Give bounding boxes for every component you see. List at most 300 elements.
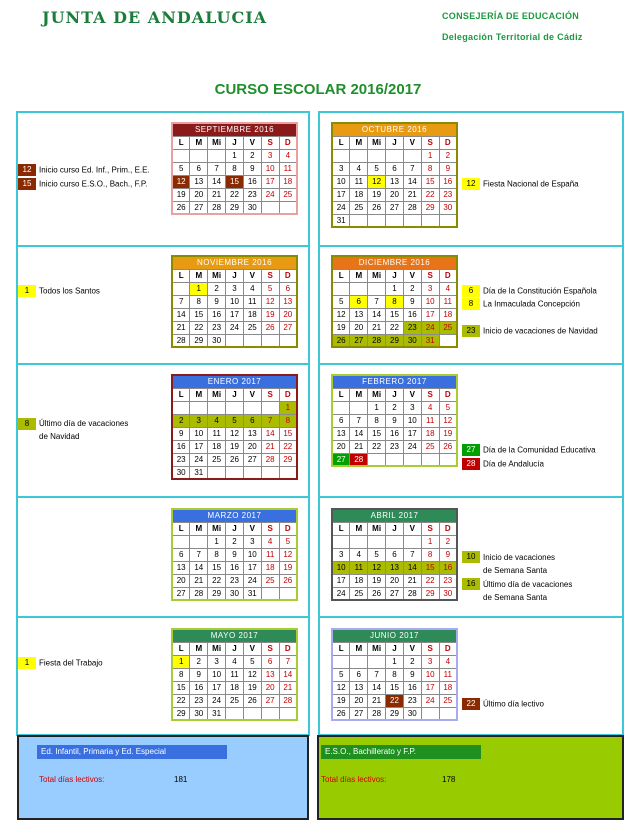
weekday-header: L (172, 642, 190, 655)
day-cell: 5 (368, 548, 386, 561)
day-cell: 26 (332, 707, 350, 720)
day-cell: 11 (208, 427, 226, 440)
day-cell: 21 (403, 574, 421, 587)
day-cell: 15 (421, 175, 439, 188)
empty-cell (332, 655, 350, 668)
day-cell: 27 (261, 694, 279, 707)
day-cell: 26 (279, 574, 297, 587)
day-cell: 10 (243, 548, 261, 561)
empty-cell (386, 535, 404, 548)
day-cell: 3 (403, 401, 421, 414)
legend-dic-a (462, 285, 597, 297)
empty-cell (243, 334, 261, 347)
day-cell: 1 (172, 655, 190, 668)
footer-secondary-label: E.S.O., Bachillerato y F.P. (321, 745, 481, 759)
weekday-header: D (279, 522, 297, 535)
weekday-header: J (226, 522, 244, 535)
day-cell: 30 (208, 334, 226, 347)
empty-cell (172, 282, 190, 295)
day-cell: 8 (421, 548, 439, 561)
day-cell: 19 (332, 321, 350, 334)
calendar-abr (331, 508, 458, 601)
legend-swatch: 23 (462, 325, 480, 337)
day-cell: 24 (190, 453, 208, 466)
day-cell: 10 (208, 668, 226, 681)
day-cell: 28 (208, 201, 226, 214)
day-cell: 8 (279, 414, 297, 427)
day-cell: 5 (332, 295, 350, 308)
day-cell: 2 (386, 401, 404, 414)
empty-cell (208, 466, 226, 479)
day-cell: 19 (261, 308, 279, 321)
day-cell: 21 (350, 440, 368, 453)
calendar-feb (331, 374, 458, 467)
day-cell: 3 (226, 282, 244, 295)
empty-cell (350, 214, 368, 227)
day-cell: 6 (172, 548, 190, 561)
empty-cell (243, 707, 261, 720)
empty-cell (208, 401, 226, 414)
empty-cell (439, 334, 457, 347)
weekday-header: S (421, 136, 439, 149)
empty-cell (279, 587, 297, 600)
day-cell: 2 (190, 655, 208, 668)
day-cell: 27 (350, 707, 368, 720)
weekday-header: V (403, 642, 421, 655)
empty-cell (368, 453, 386, 466)
weekday-header: M (190, 522, 208, 535)
day-cell: 21 (208, 188, 226, 201)
day-cell: 19 (368, 188, 386, 201)
legend-text: Inicio curso Ed. Inf., Prim., E.E. (39, 165, 150, 175)
day-cell: 18 (243, 308, 261, 321)
empty-cell (261, 587, 279, 600)
day-cell: 6 (261, 655, 279, 668)
weekday-header: Mi (368, 388, 386, 401)
day-cell: 14 (208, 175, 226, 188)
empty-cell (368, 282, 386, 295)
empty-cell (279, 707, 297, 720)
day-cell: 18 (350, 574, 368, 587)
empty-cell (243, 401, 261, 414)
empty-cell (332, 401, 350, 414)
day-cell: 15 (226, 175, 244, 188)
day-cell: 13 (172, 561, 190, 574)
day-cell: 16 (439, 175, 457, 188)
day-cell: 19 (226, 440, 244, 453)
day-cell: 16 (172, 440, 190, 453)
day-cell: 8 (208, 548, 226, 561)
day-cell: 3 (421, 282, 439, 295)
day-cell: 9 (403, 668, 421, 681)
day-cell: 4 (421, 401, 439, 414)
legend-swatch: 28 (462, 458, 480, 470)
day-cell: 14 (172, 308, 190, 321)
weekday-header: J (226, 136, 244, 149)
day-cell: 18 (208, 440, 226, 453)
day-cell: 6 (386, 162, 404, 175)
day-cell: 24 (332, 587, 350, 600)
day-cell: 9 (190, 668, 208, 681)
day-cell: 19 (368, 574, 386, 587)
day-cell: 16 (403, 681, 421, 694)
weekday-header: J (386, 642, 404, 655)
day-cell: 12 (368, 561, 386, 574)
day-cell: 1 (190, 282, 208, 295)
footer-secondary-total-label: Total días lectivos: (321, 775, 387, 784)
day-cell: 12 (332, 308, 350, 321)
day-cell: 25 (350, 587, 368, 600)
day-cell: 17 (332, 188, 350, 201)
weekday-header: S (261, 269, 279, 282)
calendar-may (171, 628, 298, 721)
empty-cell (350, 401, 368, 414)
weekday-header: V (243, 136, 261, 149)
empty-cell (243, 466, 261, 479)
day-cell: 7 (279, 655, 297, 668)
weekday-header: Mi (368, 136, 386, 149)
day-cell: 30 (439, 201, 457, 214)
day-cell: 7 (190, 548, 208, 561)
legend-text: La Inmaculada Concepción (483, 299, 580, 309)
month-title: DICIEMBRE 2016 (332, 256, 457, 269)
weekday-header: M (350, 388, 368, 401)
empty-cell (172, 401, 190, 414)
page-title: CURSO ESCOLAR 2016/2017 (214, 81, 422, 98)
day-cell: 5 (261, 282, 279, 295)
day-cell: 9 (386, 414, 404, 427)
weekday-header: J (386, 136, 404, 149)
empty-cell (439, 214, 457, 227)
footer-primary-total: 181 (174, 775, 188, 784)
day-cell: 8 (368, 414, 386, 427)
day-cell: 11 (261, 548, 279, 561)
empty-cell (403, 535, 421, 548)
day-cell: 8 (386, 668, 404, 681)
day-cell: 12 (368, 175, 386, 188)
day-cell: 1 (226, 149, 244, 162)
empty-cell (226, 334, 244, 347)
day-cell: 1 (279, 401, 297, 414)
legend-text: Inicio curso E.S.O., Bach., F.P. (39, 179, 148, 189)
day-cell: 22 (368, 440, 386, 453)
day-cell: 15 (386, 681, 404, 694)
weekday-header: D (439, 388, 457, 401)
day-cell: 7 (403, 162, 421, 175)
legend-text: Fiesta Nacional de España (483, 179, 579, 189)
day-cell: 26 (243, 694, 261, 707)
day-cell: 10 (332, 175, 350, 188)
day-cell: 14 (261, 427, 279, 440)
weekday-header: L (172, 269, 190, 282)
day-cell: 23 (403, 321, 421, 334)
empty-cell (368, 149, 386, 162)
calendar-jun (331, 628, 458, 721)
legend-jun (462, 698, 544, 710)
day-cell: 27 (190, 201, 208, 214)
day-cell: 4 (243, 282, 261, 295)
legend-swatch: 12 (462, 178, 480, 190)
empty-cell (332, 149, 350, 162)
legend-may (18, 657, 103, 669)
day-cell: 19 (243, 681, 261, 694)
day-cell: 6 (243, 414, 261, 427)
day-cell: 24 (226, 321, 244, 334)
day-cell: 1 (386, 282, 404, 295)
day-cell: 3 (243, 535, 261, 548)
weekday-header: L (332, 642, 350, 655)
weekday-header: D (279, 388, 297, 401)
weekday-header: M (190, 388, 208, 401)
day-cell: 15 (368, 427, 386, 440)
day-cell: 26 (261, 321, 279, 334)
empty-cell (279, 334, 297, 347)
day-cell: 25 (421, 440, 439, 453)
day-cell: 14 (350, 427, 368, 440)
day-cell: 9 (403, 295, 421, 308)
legend-swatch: 15 (18, 178, 36, 190)
day-cell: 5 (439, 401, 457, 414)
weekday-header: L (332, 136, 350, 149)
day-cell: 26 (368, 201, 386, 214)
day-cell: 1 (421, 149, 439, 162)
empty-cell (226, 401, 244, 414)
day-cell: 16 (403, 308, 421, 321)
calendar-nov (171, 255, 298, 348)
day-cell: 13 (350, 681, 368, 694)
empty-cell (208, 149, 226, 162)
day-cell: 11 (243, 295, 261, 308)
day-cell: 7 (208, 162, 226, 175)
day-cell: 23 (243, 188, 261, 201)
day-cell: 26 (172, 201, 190, 214)
day-cell: 14 (403, 561, 421, 574)
day-cell: 25 (350, 201, 368, 214)
day-cell: 27 (279, 321, 297, 334)
day-cell: 4 (350, 162, 368, 175)
day-cell: 25 (261, 574, 279, 587)
day-cell: 16 (208, 308, 226, 321)
day-cell: 1 (386, 655, 404, 668)
month-title: MARZO 2017 (172, 509, 297, 522)
day-cell: 20 (386, 188, 404, 201)
day-cell: 3 (332, 548, 350, 561)
day-cell: 22 (226, 188, 244, 201)
day-cell: 31 (421, 334, 439, 347)
day-cell: 31 (243, 587, 261, 600)
day-cell: 6 (386, 548, 404, 561)
weekday-header: V (243, 642, 261, 655)
legend-sep-b (18, 178, 147, 190)
weekday-header: S (421, 522, 439, 535)
weekday-header: V (243, 269, 261, 282)
footer-secondary-total: 178 (442, 775, 456, 784)
empty-cell (350, 282, 368, 295)
day-cell: 2 (208, 282, 226, 295)
weekday-header: V (243, 522, 261, 535)
junta-logo: JUNTA DE ANDALUCIA (42, 8, 268, 27)
legend-oct (462, 178, 579, 190)
day-cell: 24 (243, 574, 261, 587)
empty-cell (261, 466, 279, 479)
empty-cell (350, 535, 368, 548)
footer-primary (17, 735, 309, 820)
day-cell: 21 (190, 574, 208, 587)
day-cell: 5 (279, 535, 297, 548)
day-cell: 14 (190, 561, 208, 574)
day-cell: 16 (226, 561, 244, 574)
day-cell: 11 (279, 162, 297, 175)
legend-feb-a (462, 444, 596, 456)
weekday-header: L (172, 136, 190, 149)
day-cell: 2 (403, 282, 421, 295)
day-cell: 27 (350, 334, 368, 347)
legend-text: Todos los Santos (39, 286, 100, 296)
legend-swatch: 1 (18, 657, 36, 669)
weekday-header: D (439, 269, 457, 282)
weekday-header: S (261, 388, 279, 401)
consejeria-label: CONSEJERÍA DE EDUCACIÓN (442, 11, 580, 21)
day-cell: 9 (439, 162, 457, 175)
day-cell: 21 (279, 681, 297, 694)
day-cell: 1 (208, 535, 226, 548)
day-cell: 9 (226, 548, 244, 561)
empty-cell (261, 401, 279, 414)
day-cell: 5 (226, 414, 244, 427)
day-cell: 30 (172, 466, 190, 479)
day-cell: 22 (208, 574, 226, 587)
day-cell: 21 (261, 440, 279, 453)
weekday-header: M (190, 136, 208, 149)
legend-text: Día de la Constitución Española (483, 286, 597, 296)
day-cell: 4 (439, 282, 457, 295)
day-cell: 8 (421, 162, 439, 175)
day-cell: 10 (403, 414, 421, 427)
weekday-header: D (279, 642, 297, 655)
weekday-header: Mi (208, 642, 226, 655)
day-cell: 19 (439, 427, 457, 440)
weekday-header: V (403, 269, 421, 282)
empty-cell (350, 655, 368, 668)
weekday-header: S (261, 642, 279, 655)
day-cell: 24 (421, 694, 439, 707)
day-cell: 16 (386, 427, 404, 440)
day-cell: 17 (190, 440, 208, 453)
weekday-header: V (243, 388, 261, 401)
day-cell: 11 (350, 175, 368, 188)
month-title: JUNIO 2017 (332, 629, 457, 642)
weekday-header: S (261, 136, 279, 149)
legend-swatch-abr-a: 10 (462, 551, 480, 563)
day-cell: 26 (226, 453, 244, 466)
day-cell: 4 (208, 414, 226, 427)
day-cell: 12 (243, 668, 261, 681)
month-title: MAYO 2017 (172, 629, 297, 642)
weekday-header: D (279, 136, 297, 149)
day-cell: 14 (403, 175, 421, 188)
day-cell: 10 (261, 162, 279, 175)
day-cell: 6 (332, 414, 350, 427)
day-cell: 21 (403, 188, 421, 201)
day-cell: 7 (403, 548, 421, 561)
day-cell: 15 (279, 427, 297, 440)
day-cell: 2 (439, 149, 457, 162)
day-cell: 8 (226, 162, 244, 175)
day-cell: 27 (172, 587, 190, 600)
day-cell: 2 (172, 414, 190, 427)
day-cell: 7 (172, 295, 190, 308)
day-cell: 25 (439, 694, 457, 707)
day-cell: 23 (403, 694, 421, 707)
day-cell: 2 (243, 149, 261, 162)
day-cell: 22 (386, 321, 404, 334)
day-cell: 17 (332, 574, 350, 587)
day-cell: 8 (386, 295, 404, 308)
legend-line: Inicio de vacaciones (483, 553, 556, 562)
day-cell: 31 (208, 707, 226, 720)
month-title: NOVIEMBRE 2016 (172, 256, 297, 269)
legend-text: Último día lectivo (483, 699, 544, 709)
day-cell: 12 (261, 295, 279, 308)
day-cell: 4 (279, 149, 297, 162)
day-cell: 8 (190, 295, 208, 308)
empty-cell (261, 201, 279, 214)
weekday-header: D (439, 136, 457, 149)
weekday-header: S (421, 269, 439, 282)
day-cell: 18 (279, 175, 297, 188)
day-cell: 29 (386, 707, 404, 720)
day-cell: 22 (421, 188, 439, 201)
weekday-header: J (226, 269, 244, 282)
empty-cell (279, 201, 297, 214)
day-cell: 26 (439, 440, 457, 453)
weekday-header: J (386, 388, 404, 401)
day-cell: 6 (350, 668, 368, 681)
day-cell: 16 (190, 681, 208, 694)
empty-cell (421, 453, 439, 466)
day-cell: 23 (172, 453, 190, 466)
day-cell: 20 (332, 440, 350, 453)
weekday-header: J (386, 522, 404, 535)
day-cell: 26 (332, 334, 350, 347)
day-cell: 28 (368, 334, 386, 347)
day-cell: 14 (368, 681, 386, 694)
weekday-header: S (261, 522, 279, 535)
day-cell: 17 (243, 561, 261, 574)
weekday-header: M (190, 642, 208, 655)
empty-cell (190, 149, 208, 162)
empty-cell (190, 401, 208, 414)
day-cell: 29 (190, 334, 208, 347)
legend-text-ene (39, 417, 128, 443)
day-cell: 27 (332, 453, 350, 466)
weekday-header: L (172, 388, 190, 401)
day-cell: 3 (421, 655, 439, 668)
day-cell: 2 (403, 655, 421, 668)
day-cell: 2 (439, 535, 457, 548)
empty-cell (439, 707, 457, 720)
legend-swatch: 8 (462, 298, 480, 310)
delegacion-label: Delegación Territorial de Cádiz (442, 32, 583, 42)
day-cell: 13 (350, 308, 368, 321)
legend-text-abr-b (483, 578, 572, 604)
day-cell: 13 (190, 175, 208, 188)
calendar-dic (331, 255, 458, 348)
weekday-header: L (332, 522, 350, 535)
day-cell: 20 (350, 694, 368, 707)
day-cell: 30 (226, 587, 244, 600)
footer-secondary (317, 735, 624, 820)
